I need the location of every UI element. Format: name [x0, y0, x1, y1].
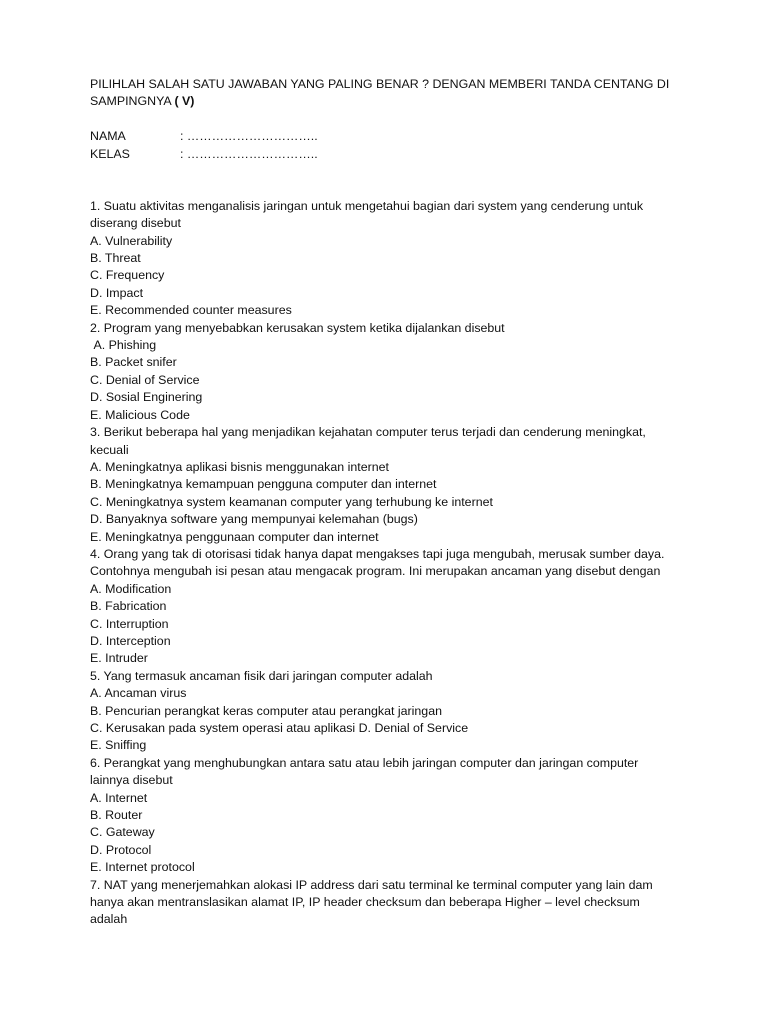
answer-option[interactable]: B. Pencurian perangkat keras computer atau perangkat jaringan	[90, 703, 442, 718]
answer-option[interactable]: C. Denial of Service	[90, 372, 200, 387]
document-page	[90, 76, 680, 929]
answer-option[interactable]: B. Fabrication	[90, 599, 167, 614]
answer-option[interactable]: E. Meningkatnya penggunaan computer dan internet	[90, 529, 379, 544]
answer-option[interactable]: D. Banyaknya software yang mempunyai kelemahan (bugs)	[90, 512, 418, 527]
answer-option[interactable]: E. Internet protocol	[90, 860, 195, 875]
answer-option[interactable]: E. Malicious Code	[90, 407, 190, 422]
answer-option[interactable]: D. Protocol	[90, 842, 152, 857]
question-block	[90, 424, 680, 546]
answer-option[interactable]: E. Recommended counter measures	[90, 303, 292, 318]
spacer	[90, 111, 680, 128]
name-field-row	[90, 128, 680, 145]
name-value: : …………………………..	[180, 129, 318, 144]
answer-option[interactable]: B. Packet snifer	[90, 355, 177, 370]
question-text: 1. Suatu aktivitas menganalisis jaringan untuk mengetahui bagian dari system yang cenderung untuk diserang disebut	[90, 198, 647, 231]
answer-option[interactable]: A. Ancaman virus	[90, 686, 187, 701]
class-field-row	[90, 146, 680, 163]
question-block	[90, 755, 680, 877]
question-text: 2. Program yang menyebabkan kerusakan system ketika dijalankan disebut	[90, 320, 505, 335]
question-block	[90, 546, 680, 668]
answer-option[interactable]: C. Kerusakan pada system operasi atau aplikasi D. Denial of Service	[90, 721, 469, 735]
answer-option[interactable]: A. Phishing	[90, 338, 157, 353]
class-value: : …………………………..	[180, 146, 318, 161]
question-text: 5. Yang termasuk ancaman fisik dari jaringan computer adalah	[90, 668, 433, 683]
answer-option[interactable]: C. Meningkatnya system keamanan computer yang terhubung ke internet	[90, 494, 493, 509]
question-block	[90, 320, 680, 424]
question-block	[90, 198, 680, 320]
spacer	[90, 163, 680, 198]
answer-option[interactable]: A. Meningkatnya aplikasi bisnis menggunakan internet	[90, 459, 389, 474]
instruction-heading	[90, 76, 680, 111]
answer-option[interactable]: C. Interruption	[90, 616, 169, 631]
answer-option[interactable]: A. Vulnerability	[90, 233, 173, 248]
answer-option[interactable]: C. Frequency	[90, 268, 165, 283]
question-text: 6. Perangkat yang menghubungkan antara satu atau lebih jaringan computer dan jaringan computer lainnya disebut	[90, 755, 642, 788]
question-block	[90, 668, 680, 755]
answer-option[interactable]: B. Meningkatnya kemampuan pengguna computer dan internet	[90, 477, 437, 492]
answer-option[interactable]: B. Threat	[90, 251, 141, 266]
answer-option[interactable]: C. Gateway	[90, 825, 155, 840]
instruction-mark: ( V)	[174, 94, 195, 109]
answer-option[interactable]: D. Impact	[90, 285, 144, 300]
answer-option[interactable]: D. Sosial Enginering	[90, 390, 203, 405]
question-list	[90, 198, 680, 929]
answer-option[interactable]: E. Intruder	[90, 651, 148, 666]
answer-option[interactable]: D. Interception	[90, 633, 171, 648]
answer-option[interactable]: E. Sniffing	[90, 738, 147, 753]
answer-option[interactable]: B. Router	[90, 808, 143, 823]
name-label: NAMA	[90, 129, 126, 144]
answer-option[interactable]: A. Internet	[90, 790, 148, 805]
question-block	[90, 877, 680, 929]
question-text: 3. Berikut beberapa hal yang menjadikan kejahatan computer terus terjadi dan cenderung meningkat, kecuali	[90, 425, 650, 457]
answer-option[interactable]: A. Modification	[90, 581, 172, 596]
question-text: 7. NAT yang menerjemahkan alokasi IP address dari satu terminal ke terminal computer yang lain dam hanya akan mentranslasikan alamat IP, IP header checksum dan beberapa Higher – level checksum adalah	[90, 877, 657, 927]
class-label: KELAS	[90, 146, 130, 161]
instruction-text: PILIHLAH SALAH SATU JAWABAN YANG PALING BENAR ? DENGAN MEMBERI TANDA CENTANG DI SAMPINGNYA	[90, 77, 670, 109]
question-text: 4. Orang yang tak di otorisasi tidak hanya dapat mengakses tapi juga mengubah, merusak sumber daya. Contohnya mengubah isi pesan atau mengacak program. Ini merupakan ancaman yang disebut dengan	[90, 546, 668, 579]
